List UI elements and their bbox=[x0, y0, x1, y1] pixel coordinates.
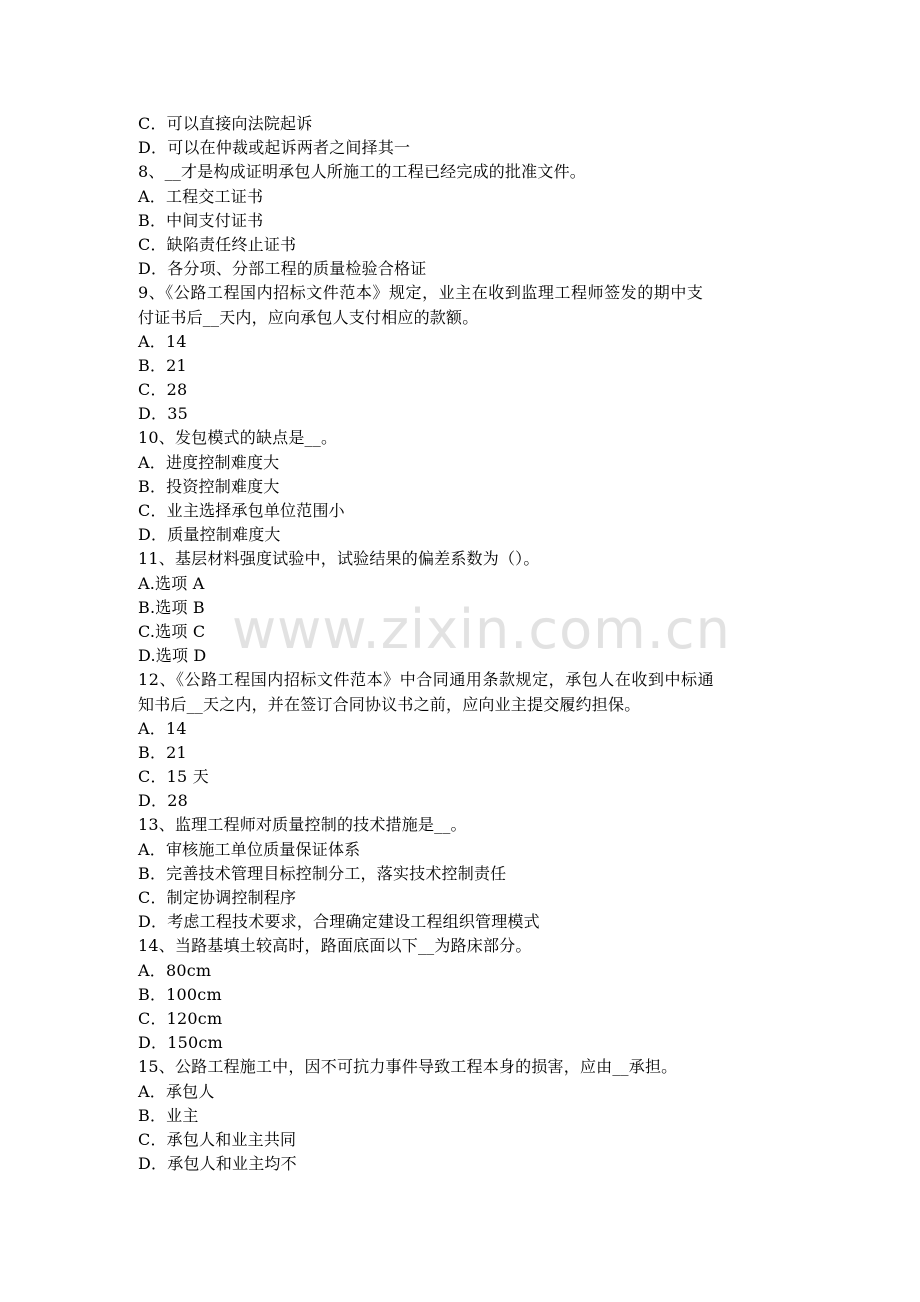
option-b-q12: B．21 bbox=[138, 742, 187, 762]
document-body bbox=[138, 112, 788, 1176]
option-a-q14: A．80cm bbox=[138, 960, 212, 980]
option-c-q10: C．业主选择承包单位范围小 bbox=[138, 501, 345, 520]
option-c-q11: C.选项 C bbox=[138, 621, 206, 641]
watermark: www.zixin.com.cn bbox=[232, 598, 731, 661]
option-a-q15: A．承包人 bbox=[138, 1081, 215, 1101]
question-13: 13、监理工程师对质量控制的技术措施是__。 bbox=[138, 815, 467, 835]
question-12-line-2: 知书后__天之内，并在签订合同协议书之前，应向业主提交履约担保。 bbox=[138, 694, 641, 714]
option-d-q8: D．各分项、分部工程的质量检验合格证 bbox=[138, 259, 427, 279]
option-b-q14: B．100cm bbox=[138, 984, 222, 1004]
option-b-q8: B．中间支付证书 bbox=[138, 210, 264, 230]
option-a-q13: A．审核施工单位质量保证体系 bbox=[138, 839, 361, 859]
option-d-q12: D．28 bbox=[138, 791, 188, 811]
option-b-q15: B．业主 bbox=[138, 1105, 199, 1125]
option-d-q15: D．承包人和业主均不 bbox=[138, 1154, 297, 1174]
question-12-line-1: 12、《公路工程国内招标文件范本》中合同通用条款规定，承包人在收到中标通 bbox=[138, 670, 715, 690]
option-d-q14: D．150cm bbox=[138, 1033, 223, 1053]
question-14: 14、当路基填土较高时，路面底面以下__为路床部分。 bbox=[138, 936, 532, 956]
option-b-q9: B．21 bbox=[138, 355, 187, 375]
option-a-q8: A．工程交工证书 bbox=[138, 186, 264, 206]
option-b-q11: B.选项 B bbox=[138, 597, 205, 617]
option-c-q8: C．缺陷责任终止证书 bbox=[138, 234, 297, 254]
option-c-q9: C．28 bbox=[138, 380, 188, 400]
option-d-q7: D．可以在仲裁或起诉两者之间择其一 bbox=[138, 138, 411, 158]
option-a-q9: A．14 bbox=[138, 331, 187, 351]
option-d-q11: D.选项 D bbox=[138, 646, 207, 666]
option-d-q9: D．35 bbox=[138, 404, 188, 424]
option-b-q13: B．完善技术管理目标控制分工，落实技术控制责任 bbox=[138, 863, 507, 883]
question-9-line-2: 付证书后__天内，应向承包人支付相应的款额。 bbox=[138, 307, 479, 327]
option-a-q12: A．14 bbox=[138, 718, 187, 738]
question-8: 8、__才是构成证明承包人所施工的工程已经完成的批准文件。 bbox=[138, 162, 586, 182]
option-c-q14: C．120cm bbox=[138, 1008, 223, 1028]
option-d-q13: D．考虑工程技术要求，合理确定建设工程组织管理模式 bbox=[138, 912, 540, 932]
question-9-line-1: 9、《公路工程国内招标文件范本》规定，业主在收到监理工程师签发的期中支 bbox=[138, 283, 704, 303]
option-c-q7: C．可以直接向法院起诉 bbox=[138, 114, 313, 133]
option-c-q13: C．制定协调控制程序 bbox=[138, 888, 297, 907]
option-c-q15: C．承包人和业主共同 bbox=[138, 1129, 297, 1149]
option-a-q11: A.选项 A bbox=[138, 573, 205, 593]
option-d-q10: D．质量控制难度大 bbox=[138, 525, 281, 545]
option-c-q12: C．15 天 bbox=[138, 767, 209, 787]
question-10: 10、发包模式的缺点是__。 bbox=[138, 428, 338, 448]
option-a-q10: A．进度控制难度大 bbox=[138, 452, 280, 472]
question-15: 15、公路工程施工中，因不可抗力事件导致工程本身的损害，应由__承担。 bbox=[138, 1057, 678, 1077]
question-11: 11、基层材料强度试验中，试验结果的偏差系数为（）。 bbox=[138, 549, 540, 569]
option-b-q10: B．投资控制难度大 bbox=[138, 476, 280, 496]
